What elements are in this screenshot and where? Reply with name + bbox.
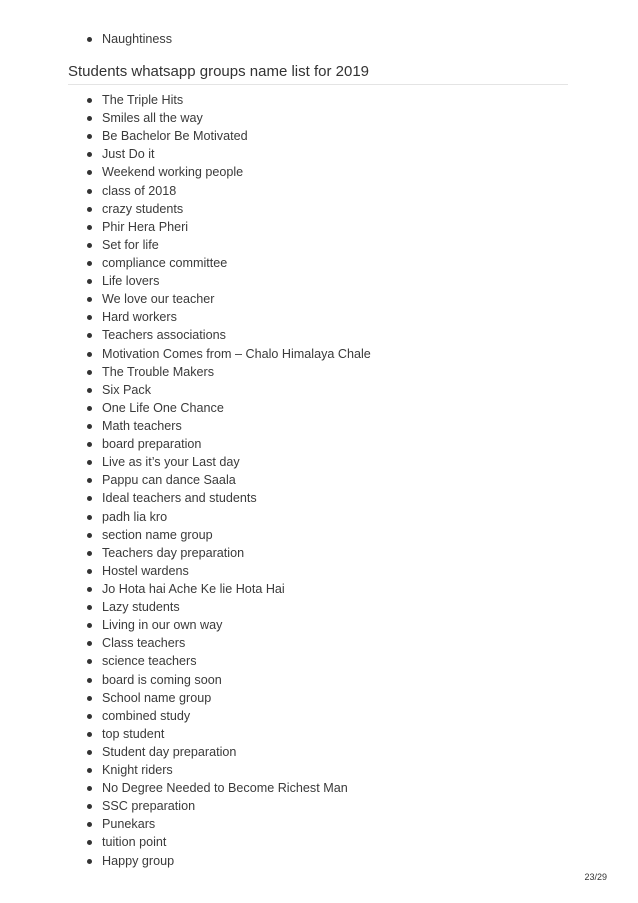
- list-item-text: tuition point: [102, 835, 167, 850]
- list-item: [0, 200, 371, 218]
- list-item-text: Six Pack: [102, 382, 151, 397]
- list-item-text: Set for life: [102, 237, 159, 252]
- list-item-text: Naughtiness: [102, 32, 173, 46]
- list-item: [0, 91, 371, 109]
- list-item: [0, 815, 371, 833]
- bullet-icon: [87, 297, 92, 302]
- list-item-text: Math teachers: [102, 418, 182, 433]
- bullet-icon: [87, 134, 92, 139]
- bullet-icon: [87, 352, 92, 357]
- bullet-icon: [87, 496, 92, 501]
- list-item-text: Teachers associations: [102, 328, 226, 343]
- list-item: [0, 471, 371, 489]
- list-item: [0, 671, 371, 689]
- list-item: [0, 580, 371, 598]
- bullet-icon: [87, 207, 92, 212]
- bullet-icon: [87, 714, 92, 719]
- bullet-icon: [87, 243, 92, 248]
- list-item: [0, 272, 371, 290]
- list-item-text: Student day preparation: [102, 744, 237, 759]
- list-item-text: One Life One Chance: [102, 400, 224, 415]
- list-item-text: crazy students: [102, 201, 184, 216]
- list-item: [0, 743, 371, 761]
- bullet-icon: [87, 623, 92, 628]
- list-item-text: section name group: [102, 527, 213, 542]
- list-item-text: Hard workers: [102, 310, 177, 325]
- list-item: [0, 707, 371, 725]
- bullet-icon: [87, 98, 92, 103]
- list-item-text: SSC preparation: [102, 799, 196, 814]
- bullet-icon: [87, 478, 92, 483]
- list-item-text: science teachers: [102, 654, 197, 669]
- heading-divider: [68, 84, 568, 85]
- list-item-text: Jo Hota hai Ache Ke lie Hota Hai: [102, 581, 285, 596]
- list-item-text: Smiles all the way: [102, 111, 203, 126]
- list-item: [0, 797, 371, 815]
- list-item-text: class of 2018: [102, 183, 177, 198]
- list-item: [0, 634, 371, 652]
- list-item-text: Knight riders: [102, 763, 173, 778]
- list-item-text: board is coming soon: [102, 672, 222, 687]
- list-item-text: board preparation: [102, 437, 202, 452]
- bullet-icon: [87, 696, 92, 701]
- list-item: [0, 163, 371, 181]
- list-item-text: The Trouble Makers: [102, 364, 214, 379]
- list-item-text: Living in our own way: [102, 618, 223, 633]
- list-item: [0, 526, 371, 544]
- list-item: [0, 218, 371, 236]
- list-item: [0, 381, 371, 399]
- bullet-icon: [87, 370, 92, 375]
- list-item-text: The Triple Hits: [102, 93, 184, 107]
- bullet-icon: [87, 225, 92, 230]
- bullet-icon: [87, 388, 92, 393]
- bullet-icon: [87, 442, 92, 447]
- bullet-icon: [87, 460, 92, 465]
- list-item-text: top student: [102, 726, 165, 741]
- list-item: [0, 544, 371, 562]
- list-item: [0, 489, 371, 507]
- list-item-text: No Degree Needed to Become Richest Man: [102, 781, 348, 796]
- bullet-icon: [87, 333, 92, 338]
- list-item: [0, 290, 371, 308]
- list-item-text: Live as it’s your Last day: [102, 455, 240, 470]
- list-item: [0, 761, 371, 779]
- list-item-text: Happy group: [102, 853, 175, 868]
- list-item: [0, 363, 371, 381]
- bullet-icon: [87, 116, 92, 121]
- list-item-text: Teachers day preparation: [102, 545, 245, 560]
- bullet-icon: [87, 732, 92, 737]
- list-item: [0, 326, 371, 344]
- page-number: 23/29: [584, 872, 607, 882]
- list-item: [0, 833, 371, 851]
- list-item: [0, 345, 371, 363]
- list-item: [0, 562, 371, 580]
- list-item-text: Lazy students: [102, 600, 180, 615]
- bullet-icon: [87, 261, 92, 266]
- list-item: [0, 109, 371, 127]
- bullet-icon: [87, 37, 92, 42]
- bullet-icon: [87, 641, 92, 646]
- list-item-text: Ideal teachers and students: [102, 491, 257, 506]
- list-item-text: Punekars: [102, 817, 156, 832]
- list-item-text: Phir Hera Pheri: [102, 219, 189, 234]
- bullet-icon: [87, 840, 92, 845]
- list-item-text: School name group: [102, 690, 212, 705]
- list-item-text: Class teachers: [102, 636, 186, 651]
- bullet-icon: [87, 605, 92, 610]
- list-item: [0, 852, 371, 870]
- list-item: [0, 127, 371, 145]
- list-item: [0, 435, 371, 453]
- list-item: [0, 616, 371, 634]
- list-item: [0, 508, 371, 526]
- bullet-icon: [87, 804, 92, 809]
- list-item-text: padh lia kro: [102, 509, 168, 524]
- section-heading: Students whatsapp groups name list for 2019: [68, 63, 370, 80]
- group-names-list: [0, 91, 371, 870]
- bullet-icon: [87, 170, 92, 175]
- bullet-icon: [87, 551, 92, 556]
- bullet-icon: [87, 678, 92, 683]
- list-item: [0, 308, 371, 326]
- bullet-icon: [87, 750, 92, 755]
- bullet-icon: [87, 533, 92, 538]
- bullet-icon: [87, 587, 92, 592]
- list-item-text: Life lovers: [102, 274, 160, 289]
- list-item-text: Weekend working people: [102, 165, 244, 180]
- bullet-icon: [87, 515, 92, 520]
- list-item-text: Motivation Comes from – Chalo Himalaya Chale: [102, 346, 371, 361]
- list-item: [0, 652, 371, 670]
- list-item-text: Pappu can dance Saala: [102, 473, 236, 488]
- bullet-icon: [87, 569, 92, 574]
- list-item-text: compliance committee: [102, 255, 228, 270]
- list-item: [0, 236, 371, 254]
- list-item: [0, 399, 371, 417]
- list-item-text: combined study: [102, 708, 191, 723]
- list-item-text: We love our teacher: [102, 292, 215, 307]
- bullet-icon: [87, 768, 92, 773]
- list-item: [0, 779, 371, 797]
- bullet-icon: [87, 152, 92, 157]
- bullet-icon: [87, 859, 92, 864]
- list-item-text: Just Do it: [102, 147, 155, 162]
- list-item: [0, 182, 371, 200]
- list-item: [0, 725, 371, 743]
- bullet-icon: [87, 659, 92, 664]
- top-bullet-list: [0, 30, 172, 48]
- bullet-icon: [87, 189, 92, 194]
- list-item: [0, 145, 371, 163]
- bullet-icon: [87, 279, 92, 284]
- bullet-icon: [87, 786, 92, 791]
- list-item-text: Be Bachelor Be Motivated: [102, 129, 248, 144]
- list-item: [0, 453, 371, 471]
- bullet-icon: [87, 406, 92, 411]
- list-item: [0, 417, 371, 435]
- list-item-text: Hostel wardens: [102, 563, 189, 578]
- list-item: [0, 30, 172, 48]
- list-item: [0, 598, 371, 616]
- bullet-icon: [87, 315, 92, 320]
- bullet-icon: [87, 424, 92, 429]
- bullet-icon: [87, 822, 92, 827]
- list-item: [0, 254, 371, 272]
- list-item: [0, 689, 371, 707]
